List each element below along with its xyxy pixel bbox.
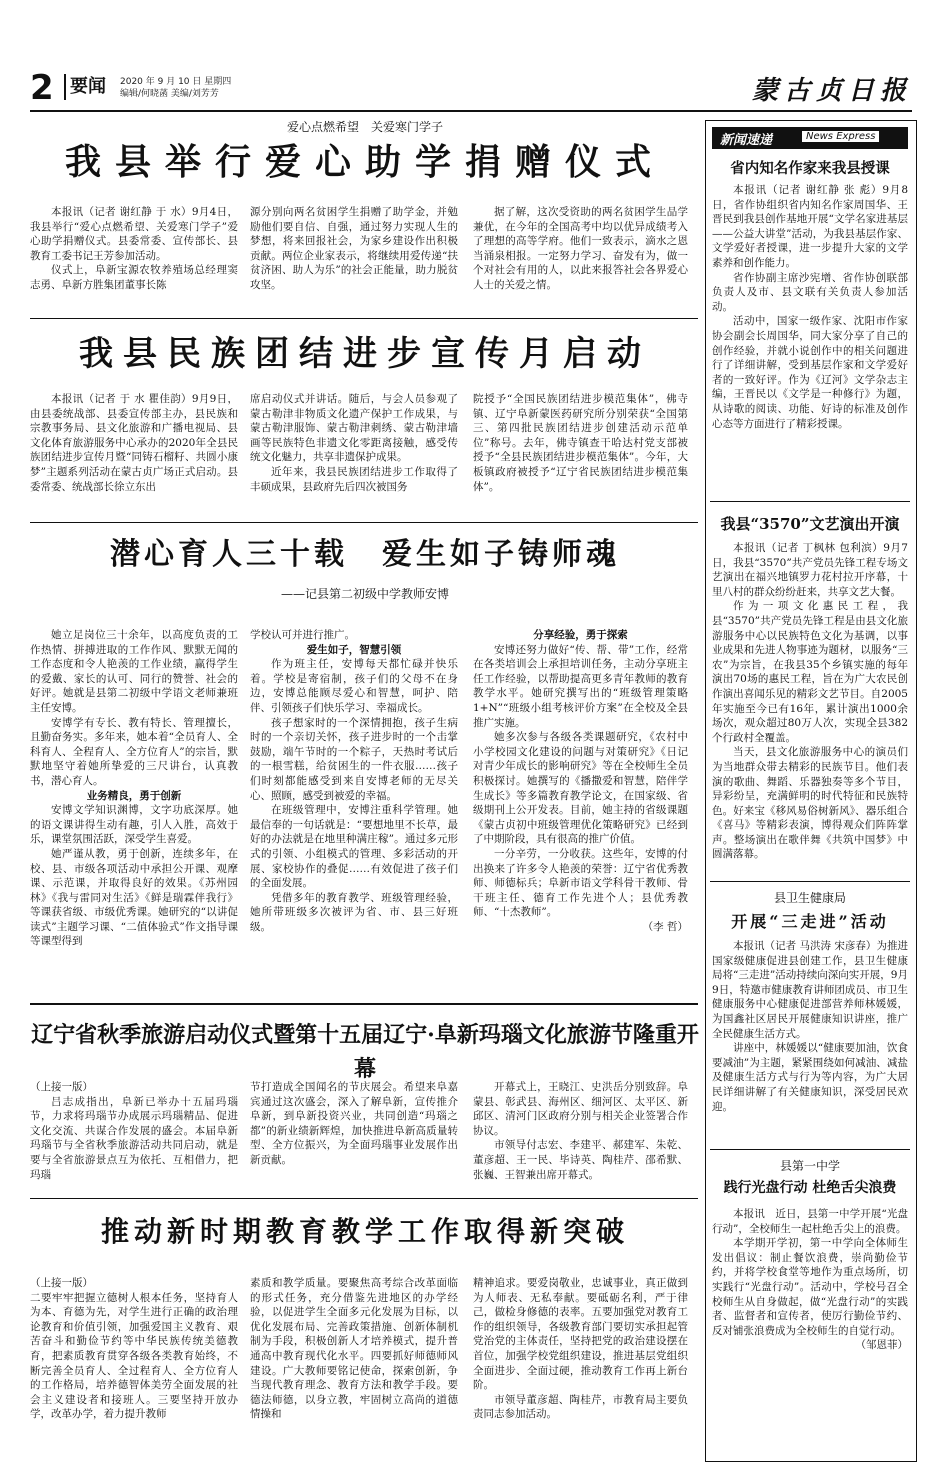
divider: [710, 501, 910, 502]
s3-text: [712, 939, 908, 1114]
paragraph: 开幕式上，王晓江、史洪岳分别致辞。阜蒙县、彰武县、海州区、细河区、太平区、新邱区、清河门区政府分别与相关企业签署合作协议。: [473, 1081, 688, 1137]
editors: 编辑/何晓菡 美编/刘芳芳: [120, 89, 219, 99]
paragraph: 市领导董彦超、陶桂芹，市教育局主要负责同志参加活动。: [473, 1393, 688, 1421]
paragraph: 仪式上，阜新宝源农牧养殖场总经理窦志勇、阜新方胜集团董事长陈: [30, 264, 238, 291]
paragraph: 一分辛劳，一分收获。这些年，安博的付出换来了许多令人艳羡的荣誉：辽宁省优秀教师、师德标兵；阜新市语文学科骨干教师、骨干班主任、德育工作先进个人；县优秀教师、“十杰教师”。: [473, 847, 688, 919]
paragraph: 作为一项文化惠民工程，我县“3570”共产党员先锋工程是由县文化旅游服务中心以民族特色文化为基调，以事业成果和先进人物事迹为题材，以服务“三农”为宗旨，在我县35个乡镇实施的每年演出70场的惠民工程，旨在为广大农民创作演出喜闻乐见的精彩文艺节目。自2005年实施至今已有16年，累计演出1000余场次，观众超过80万人次，实现全县382个行政村全覆盖。: [712, 600, 908, 744]
paragraph: 本报讯（记者 丁枫林 包利滨）9月7日，我县“3570”共产党员先锋工程专场文艺演出在福兴地镇罗力花村拉开序幕，十里八村的群众纷纷赶来，共享文艺大餐。: [712, 542, 908, 598]
divider: [30, 1003, 698, 1005]
s1-title: 省内知名作家来我县授课: [730, 160, 890, 177]
paragraph: 安博学有专长、教有特长、管理擅长，且勤奋务实。多年来，她本着“全员育人、全科育人、全程育人、全方位育人”的宗旨，默默地坚守着她所挚爱的三尺讲台，认真教书，潜心育人。: [30, 716, 238, 787]
page-number: 2: [30, 68, 54, 108]
paragraph: 精神追求。要爱岗敬业，忠诚事业，真正做到为人师表、无私奉献。要砥砺名利，严于律己，做检身修德的表率。五要加强党对教育工作的组织领导，各级教育部门要切实承担起管党治党的主体责任，坚持把党的政治建设摆在首位，加强学校党组织建设，推进基层党组织全面进步、全面过硬，推动教育工作再上新台阶。: [473, 1277, 688, 1392]
s4-title: 践行光盘行动 杜绝舌尖浪费: [723, 1180, 897, 1196]
a4-col3: [473, 1080, 688, 1182]
a2-col1: 本报讯（记者 于 水 瞿佳韵）9月9日，由县委统战部、县委宣传部主办，县民族和宗教事务局、县文化旅游和广播电视局、县文化体育旅游服务中心承办的2020年全县民族团结进步宣传月暨“同铸石榴籽、共圆小康梦”主题系列活动在蒙古贞广场正式启动。县委常委、统战部长徐立东出: [30, 393, 238, 493]
a3-col3: [473, 628, 688, 934]
paragraph: 本报讯（记者 谢红静 于 水）9月4日，我县举行“爱心点燃希望、关爱寒门学子”爱心助学捐赠仪式。县委常委、宣传部长、县教育工委书记王芳参加活动。: [30, 206, 238, 262]
paragraph: 市领导付志宏、李建平、郝建军、朱乾、董彦超、王一民、毕诗英、陶桂芹、邵希默、张巍、王智兼出席开幕式。: [473, 1139, 688, 1181]
a2-title: 我县民族团结进步宣传月启动: [79, 334, 651, 374]
dateline: [120, 76, 231, 100]
a3-col1: [30, 628, 238, 949]
paragraph: 本学期开学初，第一中学向全体师生发出倡议：制止餐饮浪费，崇尚勤俭节约，并将学校食堂等地作为重点场所，切实践行“光盘行动”。活动中，学校号召全校师生从自身做起，做“光盘行动”的实践者、监督者和宣传者，使厉行勤俭节约、反对铺张浪费成为全校师生的自觉行动。: [712, 1237, 908, 1337]
paragraph: 本报讯 近日，县第一中学开展“光盘行动”，全校师生一起杜绝舌尖上的浪费。: [712, 1208, 908, 1235]
masthead: 蒙古贞日报: [751, 76, 912, 106]
divider: [30, 318, 698, 319]
a4-col1-text: 吕志成指出，阜新已举办十五届玛瑙节，力求将玛瑙节办成展示玛瑙精品、促进文化交流、共谋合作发展的盛会。本届阜新玛瑙节与全省秋季旅游活动共同启动，就是要与全省旅游景点互为依托、互相借力，把玛瑙: [30, 1095, 238, 1181]
divider: [30, 522, 698, 523]
a3-col2: [250, 628, 458, 934]
a3-col2-text: 学校认可并进行推广。: [250, 629, 355, 641]
a3-subtitle: ——记县第二初级中学教师安博: [280, 587, 449, 601]
a3-col2-text-b: [250, 657, 458, 934]
issue-date: 2020 年 9 月 10 日 星期四: [120, 77, 232, 87]
s4-byline: （邹恩菲）: [855, 1339, 908, 1352]
a5-jump: （上接一版）: [30, 1277, 93, 1289]
a4-title: 辽宁省秋季旅游启动仪式暨第十五届辽宁·阜新玛瑙文化旅游节隆重开幕: [31, 1022, 699, 1082]
paragraph: 本报讯（记者 马洪涛 宋彦春）为推进国家级健康促进县创建工作，县卫生健康局将“三走进”活动持续向深向实开展，9月9日，特邀市健康教育讲师团成员、市卫生健康服务中心健康促进部营养师林媛媛，为国鑫社区居民开展健康知识讲座，推广全民健康生活方式。: [712, 940, 908, 1040]
a3-col1-text-b: [30, 803, 238, 949]
a4-jump: （上接一版）: [30, 1081, 93, 1093]
s3-title: 开展“三走进”活动: [731, 912, 889, 931]
news-express-sidebar: [705, 120, 917, 1462]
paragraph: 作为班主任，安博每天都忙碌并快乐着。学校是寄宿制，孩子们的父母不在身边，安博总能顾尽爱心和智慧，呵护、陪伴、引领孩子们快乐学习、幸福成长。: [250, 658, 458, 714]
divider: [30, 1198, 698, 1199]
s2-title: 我县“3570”文艺演出开演: [720, 515, 900, 533]
paragraph: 在班级管理中，安博注重科学管理。她最信奉的一句话就是：“要想地里不长草，最好的办法就是在地里种满庄稼”。通过多元形式的引领、小组模式的管理、多彩活动的开展、家校协作的叠促……有效促进了孩子们的全面发展。: [250, 804, 458, 890]
s4-body: [712, 1207, 908, 1353]
s4-kicker: 县第一中学: [779, 1159, 840, 1173]
a1-col1: [30, 205, 238, 293]
a3-col1-subhead: 业务精良，勇于创新: [86, 789, 182, 802]
s1-text: [712, 183, 908, 431]
a1-col3: 据了解，这次受资助的两名贫困学生品学兼优，在今年的全国高考中均以优异成绩考入了理想的高等学府。他们一致表示，滴水之恩当涌泉相报。一定努力学习、奋发有为，做一个对社会有用的人，以此来报答社会各界爱心人士的关爱之情。: [473, 206, 688, 291]
paragraph: 活动中，国家一级作家、沈阳市作家协会副会长周国华，同大家分享了自己的创作经验，并就小说创作中的相关问题进行了详细讲解，受到基层作家和文学爱好者的一致好评。作为《辽河》文学杂志主编，王晋民以《文学是一种修行》为题，从诗歌的阅读、功能、好诗的标准及创作心态等方面进行了精彩授课。: [712, 315, 908, 430]
page-header: [30, 68, 912, 108]
a3-col1-text: [30, 628, 238, 789]
s2-text: [712, 541, 908, 862]
divider: [710, 881, 910, 882]
s3-kicker: 县卫生健康局: [773, 891, 846, 905]
a2-col2: [250, 392, 458, 494]
divider: [710, 1149, 910, 1150]
paragraph: 她严谨从教，勇于创新，连续多年，在校、县、市级各项活动中承担公开课、观摩课、示范课，并取得良好的效果。《苏州园林》《我与雷同对生活》《鲜是瑞霖伴我行》等课获省级、市级优秀课。她研究的“以讲促读式”主题学习课、“二值体验式”作文指导课等课型得到: [30, 847, 238, 948]
paragraph: 她立足岗位三十余年，以高度负责的工作热情、拼搏进取的工作作风、默默无闻的工作态度和令人艳羡的工作业绩，赢得学生的爱戴、家长的认可、同行的赞誉、社会的好评。她就是县第二初级中学语文老师兼班主任安博。: [30, 629, 238, 714]
a5-title: 推动新时期教育教学工作取得新突破: [100, 1215, 629, 1248]
a4-col2: 节打造成全国闻名的节庆展会。希望来阜嘉宾通过这次盛会，深入了解阜新，宣传推介阜新，到阜新投资兴业，共同创造“玛瑙之都”的新业绩新辉煌，加快推进阜新高质量转型、全方位振兴，为全面玛瑙事业发展作出新贡献。: [250, 1081, 458, 1166]
a1-kicker: 爱心点燃希望 关爱寒门学子: [286, 120, 443, 134]
section-name: 要闻: [64, 74, 106, 100]
badge-label-en: News Express: [802, 131, 879, 142]
paragraph: 安博还努力做好“传、帮、带”工作，经常在各类培训会上承担培训任务，主动分享班主任工作经验，以帮助提高更多青年教师的教育教学水平。她研究撰写出的“班级管理策略 1+N”“班级小组考核评价方案”在全校及全县推广实施。: [473, 643, 688, 729]
paragraph: 安博文学知识渊博，文字功底深厚。她的语文课讲得生动有趣，引人入胜，高效于乐，课堂氛围活跃，深受学生喜爱。: [30, 804, 238, 846]
paragraph: 当天，县文化旅游服务中心的演员们为当地群众带去精彩的民族节目。他们表演的歌曲、舞蹈、乐器独奏等多个节目，异彩纷呈，充满鲜明的时代特征和民族特色。好来宝《移风易俗树新风》、器乐组合《喜马》等精彩表演，博得观众们阵阵掌声。整场演出在歌伴舞《共筑中国梦》中圆满落幕。: [712, 746, 908, 861]
paragraph: 孩子想家时的一个深情拥抱，孩子生病时的一个亲切关怀，孩子进步时的一个击掌鼓励，端午节时的一个粽子，天热时考试后的一根雪糕，给贫困生的一件衣服……孩子们时刻都能感受到来自安博老师的无尽关心、照顾，感受到被爱的幸福。: [250, 716, 458, 802]
paragraph: 席启动仪式并讲话。随后，与会人员参观了蒙古勒津非物质文化遗产保护工作成果，与蒙古勒津服饰、蒙古勒津刺绣、蒙古勒津墙画等民族特色非遗文化零距离接触，感受传统文化魅力，共享非遗保护成果。: [250, 393, 458, 464]
a3-byline: （李 哲）: [642, 920, 688, 933]
a5-col2: 素质和教学质量。要聚焦高考综合改革面临的形式任务，充分借鉴先进地区的办学经验，以促进学生全面多元化发展为目标，以优化发展布局、完善政策措施、创新体制机制为手段，积极创新人才培养模式，提升普通高中教育现代化水平。四要抓好师德师风建设。广大教师要铭记使命，探索创新，争当现代教育理念、教育方法和教学手段。要德法师德，以身立教，牢固树立高尚的道德情操和: [250, 1277, 458, 1421]
a3-col2-subhead: 爱生如子，智慧引领: [306, 643, 402, 656]
a1-col2: 源分别向两名贫困学生捐赠了助学金，并勉励他们要自信、自强，通过努力实现人生的梦想，将来回报社会，为家乡建设作出积极贡献。两位企业家表示，将继续用爱传递“扶贫济困、助人为乐”的社会正能量，助力脱贫攻坚。: [250, 206, 458, 291]
a5-col3: [473, 1276, 688, 1422]
paragraph: 近年来，我县民族团结进步工作取得了丰硕成果，县政府先后四次被国务: [250, 465, 458, 493]
badge-label: 新闻速递: [720, 133, 773, 148]
a3-col3-text: [473, 643, 688, 920]
a5-col1-text: 二要牢牢把握立德树人根本任务，坚持育人为本、育德为先，对学生进行正确的政治理论教育和价值引领，加强爱国主义教育、艰苦奋斗和勤俭节约等中华民族传统美德教育，把素质教育贯穿各级各类教育始终，不断完善全员育人、全过程育人、全方位育人的工作格局，培养德智体美劳全面发展的社会主义建设者和接班人。三要坚持开放办学，改革办学，着力提升教师: [30, 1291, 238, 1421]
paragraph: 她多次参与各级各类课题研究，《农村中小学校园文化建设的问题与对策研究》《日记对青少年成长的影响研究》等在全校师生全员积极探讨。她撰写的《播撒爱和智慧，陪伴学生成长》等多篇教育教学论文，在国家级、省级期刊上公开发表。目前，她主持的省级课题《蒙古贞初中班级管理优化策略研究》已经到了中期阶段，具有很高的推广价值。: [473, 731, 688, 846]
paragraph: 凭借多年的教育教学、班级管理经验，她所带班级多次被评为省、市、县三好班级。: [250, 891, 458, 933]
a5-col1: [30, 1276, 238, 1422]
a3-col3-subhead: 分享经验，勇于探索: [533, 629, 628, 641]
a3-title: 潜心育人三十载 爱生如子铸师魂: [110, 537, 620, 572]
paragraph: 本报讯（记者 谢红静 张 彪）9月8日，省作协组织省内知名作家周国华、王晋民到我县创作基地开展“文学名家进基层——公益大讲堂”活动，为我县基层作家、文学爱好者授课，进一步提升大家的文学素养和创作能力。: [712, 184, 908, 269]
paragraph: 省作协副主席沙宪增、省作协创联部负责人及市、县文联有关负责人参加活动。: [712, 271, 908, 313]
a4-col1: [30, 1080, 238, 1182]
a1-title: 我县举行爱心助学捐赠仪式: [64, 141, 665, 183]
s4-text: [712, 1207, 908, 1338]
header-rule: [30, 110, 912, 112]
paragraph: 讲座中，林媛媛以“健康要加油，饮食要减油”为主题，紧紧围绕如何减油、减盐及健康生活方式与行为等内容，为广大居民详细讲解了有关健康知识，深受居民欢迎。: [712, 1042, 908, 1113]
news-express-badge: [712, 127, 908, 149]
a2-col3: 院授予“全国民族团结进步模范集体”，佛寺镇、辽宁阜新蒙医药研究所分别荣获“全国第三、第四批民族团结进步创建活动示范单位”称号。去年，佛寺镇查干哈达村党支部被授予“全县民族团结进步模范集体”。今年，大板镇政府被授予“辽宁省民族团结进步模范集体”。: [473, 393, 688, 493]
